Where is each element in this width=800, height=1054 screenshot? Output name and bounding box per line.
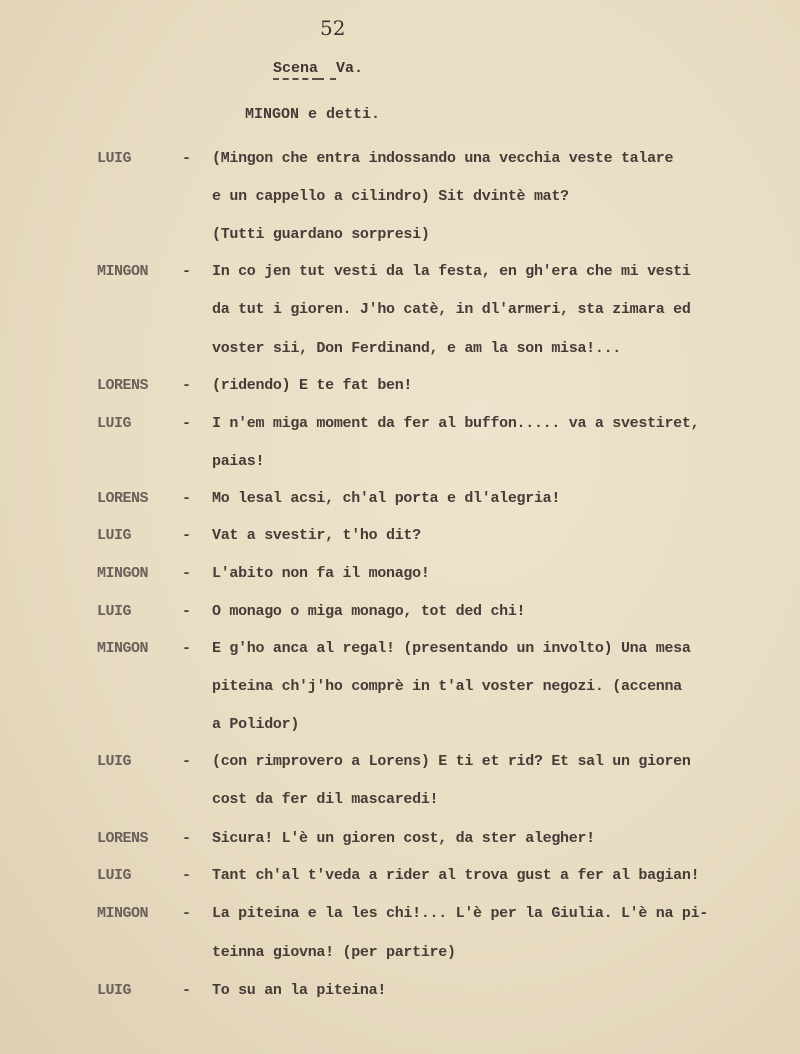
speaker-dash: - <box>182 377 192 394</box>
line-text: piteina ch'j'ho comprè in t'al voster negozi. (accenna <box>212 678 682 695</box>
speaker-dash: - <box>182 753 192 770</box>
dialogue-line <box>0 415 800 439</box>
dialogue-line <box>0 263 800 287</box>
dialogue-line <box>0 527 800 551</box>
dialogue-line <box>0 490 800 514</box>
line-text: (ridendo) E te fat ben! <box>212 377 413 394</box>
dialogue-line <box>0 678 800 702</box>
speaker-name: LUIG <box>97 982 132 999</box>
dialogue-line <box>0 301 800 325</box>
line-text: Vat a svestir, t'ho dit? <box>212 527 421 544</box>
line-text: Tant ch'al t'veda a rider al trova gust a fer al bagian! <box>212 867 700 884</box>
line-text: E g'ho anca al regal! (presentando un involto) Una mesa <box>212 640 691 657</box>
speaker-dash: - <box>182 415 192 432</box>
line-text: paias! <box>212 453 265 470</box>
speaker-name: LUIG <box>97 150 132 167</box>
line-text: I n'em miga moment da fer al buffon..... va a svestiret, <box>212 415 700 432</box>
speaker-dash: - <box>182 565 192 582</box>
line-text: a Polidor) <box>212 716 300 733</box>
line-text: cost da fer dil mascaredi! <box>212 791 439 808</box>
line-text: O monago o miga monago, tot ded chi! <box>212 603 526 620</box>
speaker-dash: - <box>182 527 192 544</box>
speaker-dash: - <box>182 830 192 847</box>
entrance-direction: MINGON e detti. <box>245 106 381 123</box>
speaker-dash: - <box>182 150 192 167</box>
speaker-name: MINGON <box>97 565 149 582</box>
speaker-name: MINGON <box>97 640 149 657</box>
line-text: To su an la piteina! <box>212 982 387 999</box>
speaker-name: MINGON <box>97 905 149 922</box>
speaker-name: LORENS <box>97 377 149 394</box>
line-text: da tut i gioren. J'ho catè, in dl'armeri, sta zimara ed <box>212 301 691 318</box>
line-text: L'abito non fa il monago! <box>212 565 430 582</box>
dialogue-line <box>0 565 800 589</box>
speaker-name: LUIG <box>97 603 132 620</box>
speaker-dash: - <box>182 867 192 884</box>
line-text: voster sii, Don Ferdinand, e am la son misa!... <box>212 340 621 357</box>
dialogue-line <box>0 944 800 968</box>
dialogue-line <box>0 791 800 815</box>
dialogue-line <box>0 905 800 929</box>
speaker-name: LORENS <box>97 830 149 847</box>
dialogue-line <box>0 640 800 664</box>
speaker-dash: - <box>182 905 192 922</box>
line-text: (con rimprovero a Lorens) E ti et rid? Et sal un gioren <box>212 753 691 770</box>
dialogue-line <box>0 716 800 740</box>
dialogue-line <box>0 830 800 854</box>
scene-heading <box>273 60 363 77</box>
speaker-dash: - <box>182 982 192 999</box>
scene-number: Va. <box>336 60 364 77</box>
dialogue-line <box>0 377 800 401</box>
dialogue-line <box>0 867 800 891</box>
speaker-dash: - <box>182 603 192 620</box>
speaker-dash: - <box>182 640 192 657</box>
line-text: (Mingon che entra indossando una vecchia veste talare <box>212 150 674 167</box>
page-number: 52 <box>320 16 346 40</box>
dialogue-line <box>0 340 800 364</box>
line-text: Mo lesal acsi, ch'al porta e dl'alegria! <box>212 490 561 507</box>
line-text: teinna giovna! (per partire) <box>212 944 456 961</box>
dialogue-line <box>0 188 800 212</box>
speaker-name: MINGON <box>97 263 149 280</box>
dialogue-line <box>0 982 800 1006</box>
speaker-dash: - <box>182 263 192 280</box>
dialogue-line <box>0 453 800 477</box>
speaker-name: LUIG <box>97 867 132 884</box>
speaker-name: LUIG <box>97 415 132 432</box>
line-text: In co jen tut vesti da la festa, en gh'era che mi vesti <box>212 263 691 280</box>
dialogue-line <box>0 150 800 174</box>
speaker-name: LORENS <box>97 490 149 507</box>
line-text: e un cappello a cilindro) Sit dvintè mat? <box>212 188 569 205</box>
dialogue-line <box>0 753 800 777</box>
line-text: Sicura! L'è un gioren cost, da ster alegher! <box>212 830 595 847</box>
line-text: (Tutti guardano sorpresi) <box>212 226 430 243</box>
speaker-name: LUIG <box>97 527 132 544</box>
speaker-name: LUIG <box>97 753 132 770</box>
scene-label: Scena <box>273 60 318 80</box>
dialogue-line <box>0 226 800 250</box>
speaker-dash: - <box>182 490 192 507</box>
line-text: La piteina e la les chi!... L'è per la Giulia. L'è na pi- <box>212 905 708 922</box>
dialogue-line <box>0 603 800 627</box>
